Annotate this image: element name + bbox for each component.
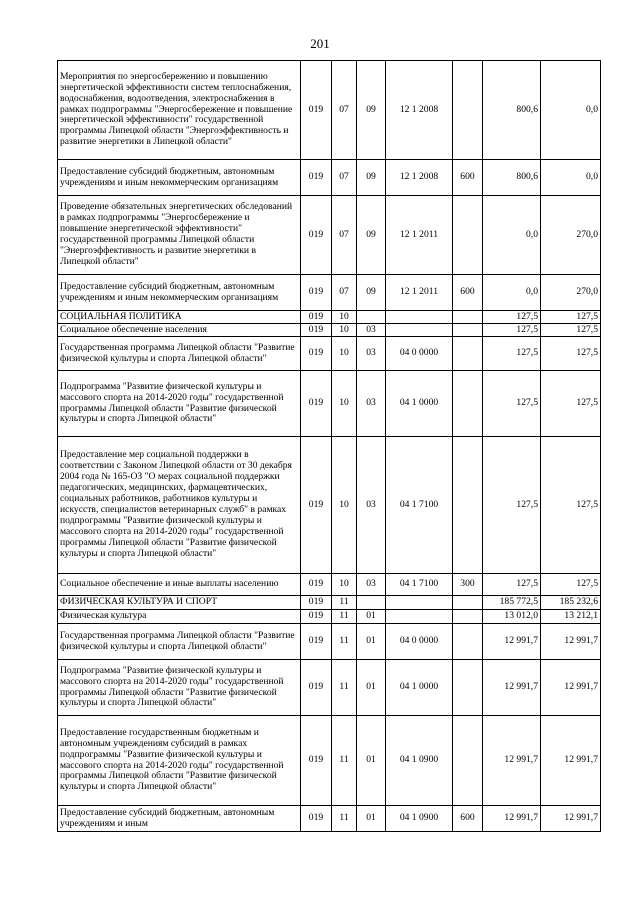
row-admin-code: 019 [301, 275, 332, 311]
row-sum-year-1: 127,5 [483, 311, 541, 324]
row-sum-year-1: 127,5 [483, 574, 541, 596]
row-target-article [386, 610, 453, 624]
row-target-article: 04 1 0900 [386, 806, 453, 832]
row-target-article: 04 1 0000 [386, 371, 453, 437]
row-name: ФИЗИЧЕСКАЯ КУЛЬТУРА И СПОРТ [58, 596, 301, 610]
row-expense-type [453, 61, 483, 160]
table-row [58, 324, 601, 337]
row-subsection [357, 596, 386, 610]
row-subsection: 01 [357, 610, 386, 624]
row-expense-type [453, 624, 483, 660]
row-name: Предоставление субсидий бюджетным, автономным учреждениям и иным [58, 806, 301, 832]
table-row [58, 337, 601, 371]
row-name: Физическая культура [58, 610, 301, 624]
row-name: Подпрограмма "Развитие физической культуры и массового спорта на 2014-2020 годы" государственной программы Липецкой области "Развитие физической культуры и спорта Липецкой области" [58, 660, 301, 716]
row-subsection: 01 [357, 660, 386, 716]
row-section: 11 [332, 716, 357, 806]
row-target-article: 04 1 7100 [386, 437, 453, 574]
table-row [58, 371, 601, 437]
row-sum-year-1: 12 991,7 [483, 624, 541, 660]
row-sum-year-2: 127,5 [541, 371, 601, 437]
row-sum-year-1: 0,0 [483, 275, 541, 311]
row-section: 07 [332, 196, 357, 275]
row-target-article: 04 1 0900 [386, 716, 453, 806]
row-section: 11 [332, 806, 357, 832]
row-section: 11 [332, 660, 357, 716]
row-expense-type: 300 [453, 574, 483, 596]
row-name: Государственная программа Липецкой области "Развитие физической культуры и спорта Липецкой области" [58, 624, 301, 660]
row-sum-year-1: 800,6 [483, 61, 541, 160]
row-sum-year-2: 12 991,7 [541, 624, 601, 660]
row-admin-code: 019 [301, 806, 332, 832]
table-row [58, 660, 601, 716]
row-name: Социальное обеспечение и иные выплаты населению [58, 574, 301, 596]
row-sum-year-1: 0,0 [483, 196, 541, 275]
row-admin-code: 019 [301, 437, 332, 574]
row-admin-code: 019 [301, 311, 332, 324]
row-subsection: 09 [357, 196, 386, 275]
table-row [58, 716, 601, 806]
row-sum-year-1: 127,5 [483, 371, 541, 437]
row-section: 11 [332, 624, 357, 660]
budget-table [57, 60, 601, 832]
row-admin-code: 019 [301, 610, 332, 624]
row-section: 10 [332, 574, 357, 596]
table-row [58, 196, 601, 275]
row-expense-type [453, 371, 483, 437]
row-admin-code: 019 [301, 624, 332, 660]
row-sum-year-2: 12 991,7 [541, 806, 601, 832]
row-name: Государственная программа Липецкой области "Развитие физической культуры и спорта Липецкой области" [58, 337, 301, 371]
row-sum-year-2: 127,5 [541, 574, 601, 596]
row-target-article: 04 0 0000 [386, 337, 453, 371]
row-sum-year-2: 127,5 [541, 437, 601, 574]
row-expense-type [453, 337, 483, 371]
row-expense-type [453, 596, 483, 610]
row-expense-type [453, 196, 483, 275]
row-admin-code: 019 [301, 324, 332, 337]
row-subsection: 03 [357, 437, 386, 574]
row-subsection: 09 [357, 160, 386, 196]
row-name: Предоставление субсидий бюджетным, автономным учреждениям и иным некоммерческим организациям [58, 275, 301, 311]
row-target-article: 04 1 7100 [386, 574, 453, 596]
row-section: 07 [332, 160, 357, 196]
row-sum-year-1: 12 991,7 [483, 806, 541, 832]
row-admin-code: 019 [301, 337, 332, 371]
row-admin-code: 019 [301, 61, 332, 160]
row-name: Подпрограмма "Развитие физической культуры и массового спорта на 2014-2020 годы" государственной программы Липецкой области "Развитие физической культуры и спорта Липецкой области" [58, 371, 301, 437]
row-subsection: 03 [357, 337, 386, 371]
row-sum-year-2: 270,0 [541, 196, 601, 275]
row-name: СОЦИАЛЬНАЯ ПОЛИТИКА [58, 311, 301, 324]
row-sum-year-1: 12 991,7 [483, 660, 541, 716]
table-row [58, 160, 601, 196]
table-row [58, 311, 601, 324]
row-name: Предоставление мер социальной поддержки в соответствии с Законом Липецкой области от 30 декабря 2004 года № 165-ОЗ "О мерах социальной поддержки педагогических, медицинских, фармацевтических, социальных работников, работников культуры и искусств, специалистов ветеринарных служб" в рамках подпрограммы "Развитие физической культуры и массового спорта на 2014-2020 годы" государственной программы Липецкой области "Развитие физической культуры и спорта Липецкой области" [58, 437, 301, 574]
table-row [58, 596, 601, 610]
table-row [58, 275, 601, 311]
row-section: 07 [332, 61, 357, 160]
row-name: Проведение обязательных энергетических обследований в рамках подпрограммы "Энергосбережение и повышение энергетической эффективности" государственной программы Липецкой области "Энергоэффективность и развитие энергетики в Липецкой области" [58, 196, 301, 275]
row-target-article: 12 1 2008 [386, 160, 453, 196]
row-target-article [386, 311, 453, 324]
table-row [58, 806, 601, 832]
row-sum-year-2: 185 232,6 [541, 596, 601, 610]
table-row [58, 437, 601, 574]
row-sum-year-2: 127,5 [541, 311, 601, 324]
row-section: 10 [332, 437, 357, 574]
row-expense-type [453, 660, 483, 716]
row-admin-code: 019 [301, 196, 332, 275]
row-expense-type: 600 [453, 160, 483, 196]
row-sum-year-2: 127,5 [541, 337, 601, 371]
row-sum-year-2: 270,0 [541, 275, 601, 311]
row-admin-code: 019 [301, 574, 332, 596]
row-admin-code: 019 [301, 716, 332, 806]
row-name: Социальное обеспечение населения [58, 324, 301, 337]
row-section: 10 [332, 371, 357, 437]
row-subsection: 09 [357, 275, 386, 311]
row-expense-type [453, 437, 483, 574]
row-expense-type: 600 [453, 806, 483, 832]
row-target-article: 04 1 0000 [386, 660, 453, 716]
row-sum-year-1: 185 772,5 [483, 596, 541, 610]
row-admin-code: 019 [301, 160, 332, 196]
row-expense-type: 600 [453, 275, 483, 311]
row-sum-year-2: 12 991,7 [541, 660, 601, 716]
table-row [58, 610, 601, 624]
row-subsection: 03 [357, 574, 386, 596]
row-sum-year-2: 0,0 [541, 61, 601, 160]
row-admin-code: 019 [301, 596, 332, 610]
row-sum-year-1: 12 991,7 [483, 716, 541, 806]
budget-table-body [58, 61, 601, 832]
row-subsection: 01 [357, 624, 386, 660]
row-expense-type [453, 610, 483, 624]
row-sum-year-1: 127,5 [483, 337, 541, 371]
row-expense-type [453, 716, 483, 806]
row-target-article: 04 0 0000 [386, 624, 453, 660]
row-target-article: 12 1 2008 [386, 61, 453, 160]
row-target-article [386, 596, 453, 610]
row-name: Предоставление субсидий бюджетным, автономным учреждениям и иным некоммерческим организациям [58, 160, 301, 196]
row-sum-year-1: 127,5 [483, 437, 541, 574]
row-sum-year-2: 13 212,1 [541, 610, 601, 624]
row-target-article: 12 1 2011 [386, 196, 453, 275]
row-expense-type [453, 324, 483, 337]
row-section: 11 [332, 610, 357, 624]
row-subsection: 03 [357, 371, 386, 437]
row-name: Предоставление государственным бюджетным и автономным учреждениям субсидий в рамках подпрограммы "Развитие физической культуры и массового спорта на 2014-2020 годы" государственной программы Липецкой области "Развитие физической культуры и спорта Липецкой области" [58, 716, 301, 806]
row-section: 10 [332, 324, 357, 337]
page-number: 201 [310, 36, 330, 51]
row-sum-year-2: 12 991,7 [541, 716, 601, 806]
row-sum-year-1: 13 012,0 [483, 610, 541, 624]
row-section: 11 [332, 596, 357, 610]
row-sum-year-2: 0,0 [541, 160, 601, 196]
row-expense-type [453, 311, 483, 324]
row-name: Мероприятия по энергосбережению и повышению энергетической эффективности систем теплоснабжения, водоснабжения, водоотведения, электроснабжения в рамках подпрограммы "Энергосбережение и повышение энергетической эффективности" государственной программы Липецкой области "Энергоэффективность и развитие энергетики в Липецкой области" [58, 61, 301, 160]
row-section: 10 [332, 311, 357, 324]
row-admin-code: 019 [301, 371, 332, 437]
row-sum-year-1: 800,6 [483, 160, 541, 196]
row-section: 07 [332, 275, 357, 311]
row-admin-code: 019 [301, 660, 332, 716]
row-subsection: 01 [357, 806, 386, 832]
row-sum-year-1: 127,5 [483, 324, 541, 337]
row-subsection [357, 311, 386, 324]
row-section: 10 [332, 337, 357, 371]
row-subsection: 01 [357, 716, 386, 806]
table-row [58, 624, 601, 660]
row-subsection: 03 [357, 324, 386, 337]
table-row [58, 574, 601, 596]
row-target-article: 12 1 2011 [386, 275, 453, 311]
row-sum-year-2: 127,5 [541, 324, 601, 337]
row-target-article [386, 324, 453, 337]
table-row [58, 61, 601, 160]
row-subsection: 09 [357, 61, 386, 160]
